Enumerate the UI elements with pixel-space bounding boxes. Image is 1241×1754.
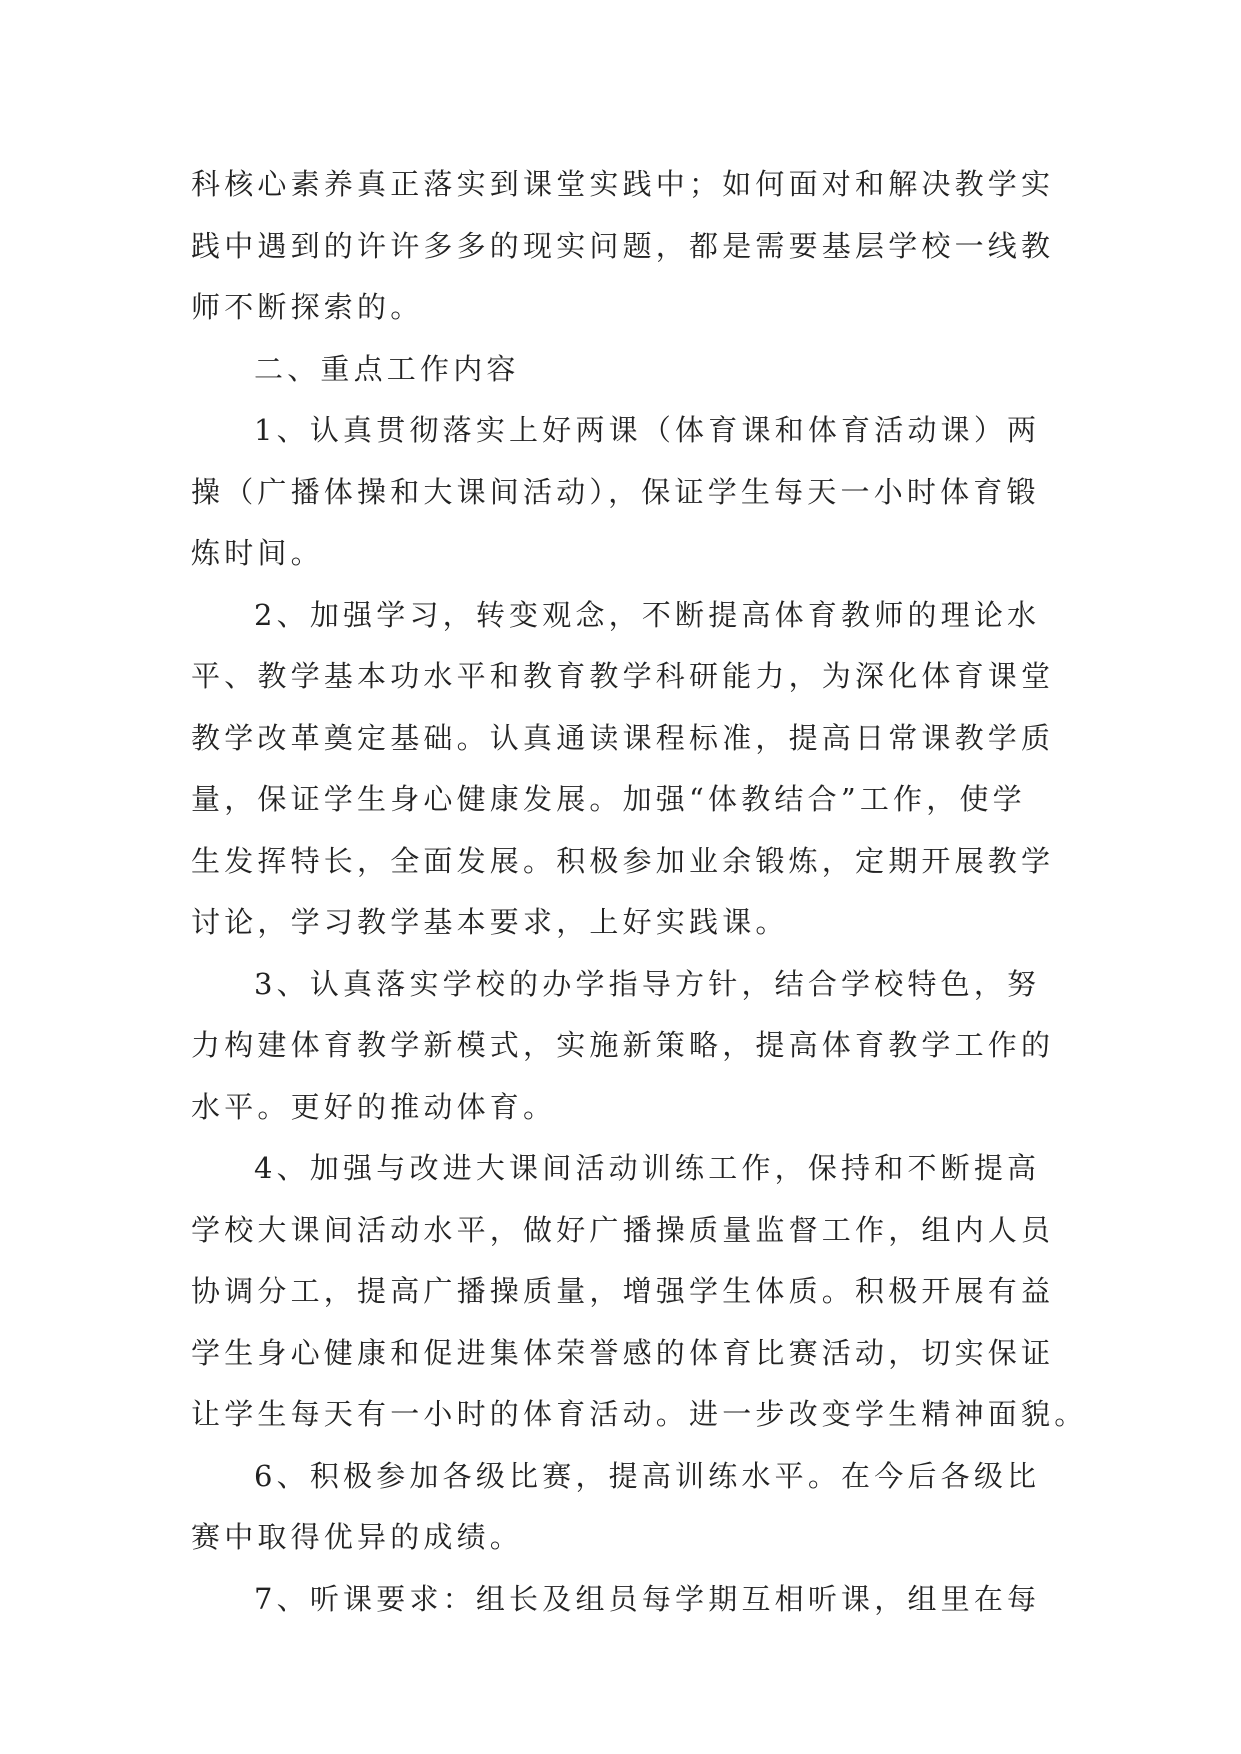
text-line: 炼时间。	[191, 536, 324, 570]
text-line: 3、认真落实学校的办学指导方针，结合学校特色，努	[254, 966, 1041, 1001]
document-body	[191, 154, 1088, 1630]
text-line: 量，保证学生身心健康发展。加强“体教结合”工作，使学	[191, 782, 1026, 816]
paragraph-item-1	[191, 400, 1046, 585]
paragraph-item-4	[191, 1138, 1088, 1446]
text-line: 学校大课间活动水平，做好广播操质量监督工作，组内人员	[191, 1212, 1055, 1247]
text-line: 4、加强与改进大课间活动训练工作，保持和不断提高	[254, 1151, 1041, 1185]
heading-line: 二、重点工作内容	[254, 351, 520, 386]
text-line: 科核心素养真正落实到课堂实践中；如何面对和解决教学实	[191, 167, 1055, 201]
text-line: 师不断探索的。	[191, 290, 424, 324]
text-line: 平、教学基本功水平和教育教学科研能力，为深化体育课堂	[191, 659, 1055, 693]
text-line: 6、积极参加各级比赛，提高训练水平。在今后各级比	[254, 1458, 1041, 1493]
paragraph-item-3	[191, 954, 1055, 1139]
section-heading	[191, 339, 1046, 401]
text-line: 7、听课要求：组长及组员每学期互相听课，组里在每	[254, 1581, 1041, 1616]
text-line: 2、加强学习，转变观念，不断提高体育教师的理论水	[254, 597, 1041, 632]
paragraph-item-6	[191, 1446, 1046, 1569]
text-line: 生发挥特长，全面发展。积极参加业余锻炼，定期开展教学	[191, 843, 1055, 878]
text-line: 让学生每天有一小时的体育活动。进一步改变学生精神面貌。	[191, 1397, 1088, 1431]
paragraph-continuation	[191, 154, 1055, 339]
text-line: 讨论，学习教学基本要求，上好实践课。	[191, 905, 789, 939]
text-line: 操（广播体操和大课间活动），保证学生每天一小时体育锻	[191, 474, 1040, 509]
text-line: 1、认真贯彻落实上好两课（体育课和体育活动课）两	[254, 413, 1041, 447]
text-line: 学生身心健康和促进集体荣誉感的体育比赛活动，切实保证	[191, 1335, 1055, 1370]
text-line: 力构建体育教学新模式，实施新策略，提高体育教学工作的	[191, 1028, 1055, 1062]
text-line: 教学改革奠定基础。认真通读课程标准，提高日常课教学质	[191, 720, 1055, 755]
text-line: 践中遇到的许许多多的现实问题，都是需要基层学校一线教	[191, 228, 1055, 263]
text-line: 赛中取得优异的成绩。	[191, 1520, 524, 1554]
text-line: 协调分工，提高广播操质量，增强学生体质。积极开展有益	[191, 1274, 1055, 1308]
text-line: 水平。更好的推动体育。	[191, 1089, 557, 1124]
paragraph-item-2	[191, 585, 1055, 954]
paragraph-item-7	[191, 1569, 1046, 1631]
